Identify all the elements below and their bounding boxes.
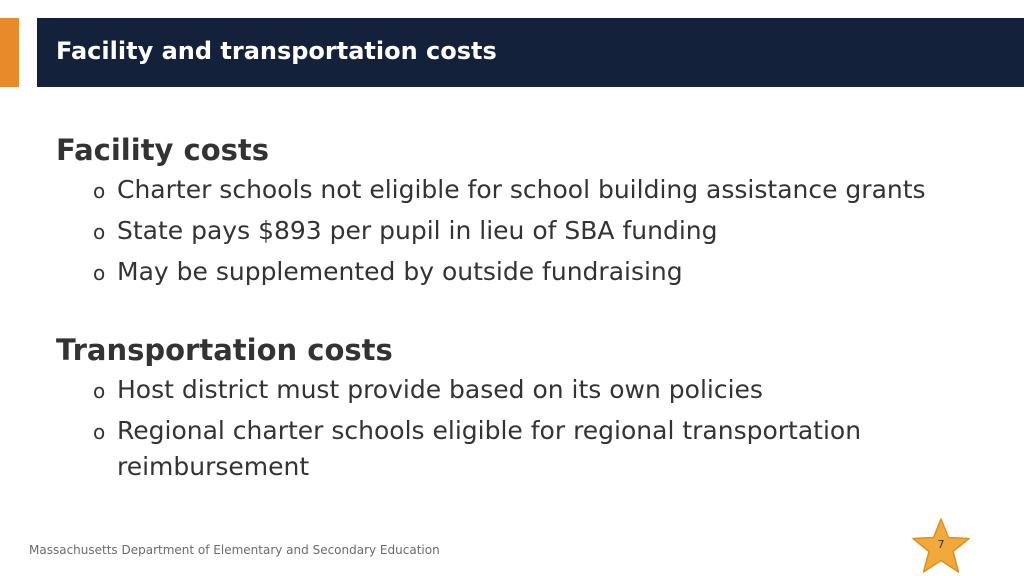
slide-content: [56, 128, 996, 490]
transportation-bullet-list: [93, 372, 996, 485]
bullet-item: [93, 172, 996, 208]
bullet-item: [93, 254, 996, 290]
bullet-item: [93, 413, 996, 485]
bullet-item: [93, 213, 996, 249]
section-heading-transportation: Transportation costs: [56, 333, 393, 367]
title-bar: [37, 18, 1024, 87]
bullet-marker-icon: o: [93, 179, 106, 203]
bullet-marker-icon: o: [93, 420, 106, 444]
bullet-text: May be supplemented by outside fundraising: [117, 257, 683, 286]
bullet-marker-icon: o: [93, 261, 106, 285]
bullet-text: Charter schools not eligible for school building assistance grants: [117, 175, 926, 204]
bullet-marker-icon: o: [93, 379, 106, 403]
page-number: 7: [937, 538, 945, 551]
footer-organization: Massachusetts Department of Elementary and Secondary Education: [29, 543, 440, 557]
bullet-text: Regional charter schools eligible for regional transportation reimbursement: [117, 416, 862, 481]
bullet-text: State pays $893 per pupil in lieu of SBA funding: [117, 216, 718, 245]
bullet-text: Host district must provide based on its own policies: [117, 375, 763, 404]
bullet-marker-icon: o: [93, 220, 106, 244]
bullet-item: [93, 372, 996, 408]
section-heading-facility: Facility costs: [56, 133, 270, 167]
section-spacer: [56, 295, 996, 328]
accent-bar: [0, 18, 19, 87]
facility-bullet-list: [93, 172, 996, 290]
slide-title: Facility and transportation costs: [56, 37, 497, 65]
